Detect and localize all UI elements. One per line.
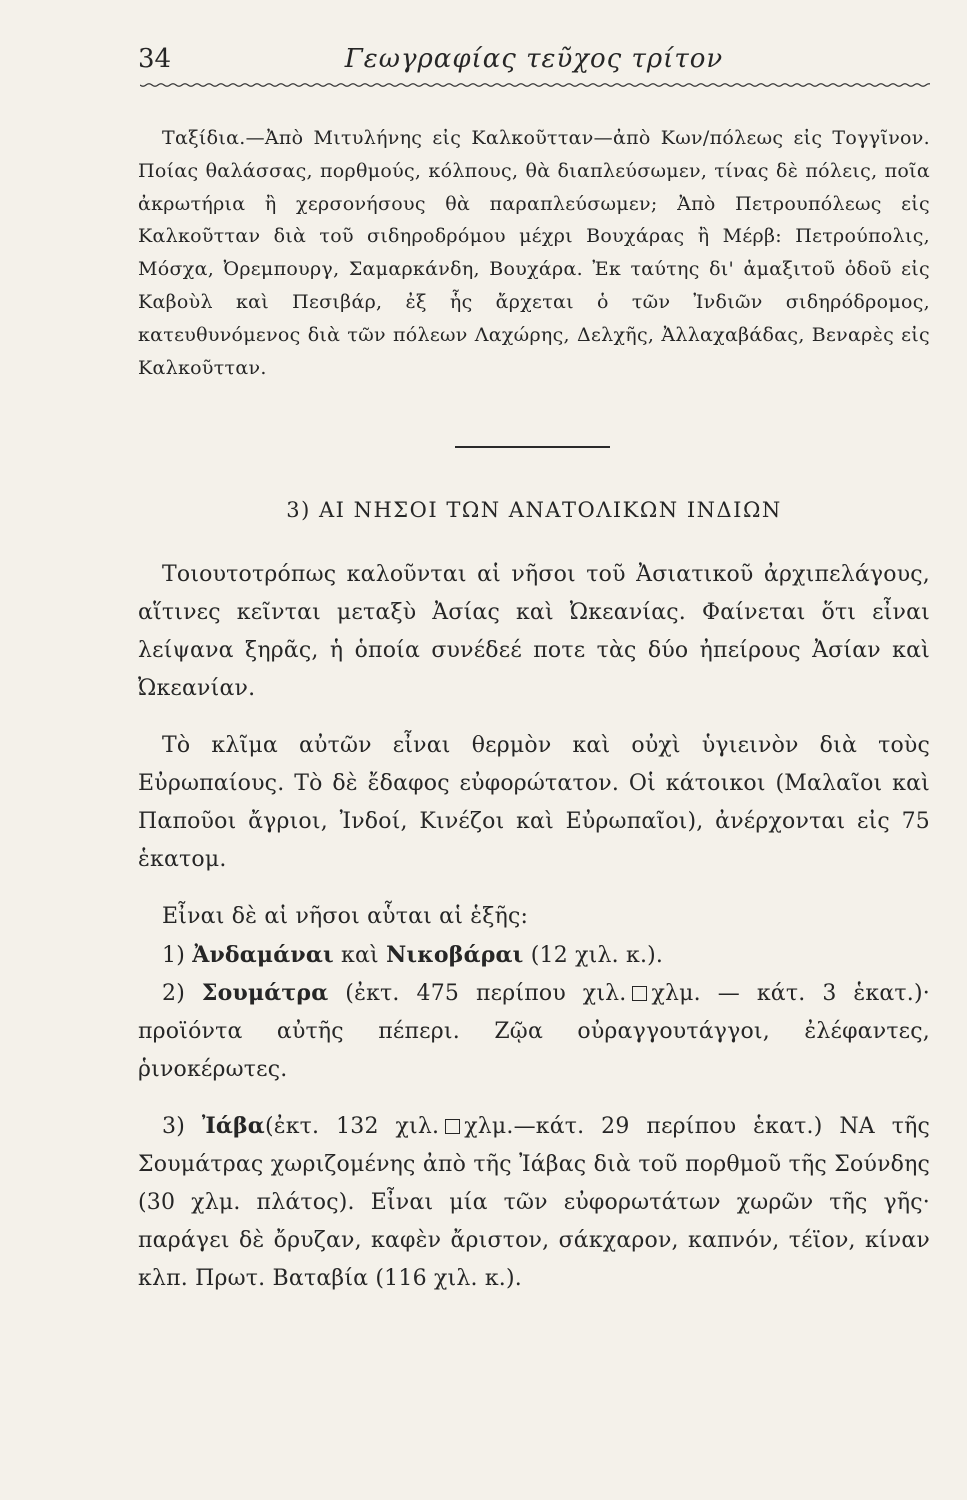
climate-text: Τὸ κλῖμα αὐτῶν εἶναι θερμὸν καὶ οὐχὶ ὑγιεινὸν διὰ τοὺς Εὐρωπαίους. Τὸ δὲ ἔδαφος εὐφορώτατον. Οἱ κάτοικοι (Μαλαῖοι καὶ Παποῦοι ἄγριοι, Ἰνδοί, Κινέζοι καὶ Εὐρωπαῖοι), ἀνέρχονται εἰς 75 ἑκατομ. xyxy=(138,733,930,872)
list-intro xyxy=(138,898,930,936)
square-symbol-icon xyxy=(632,986,647,1001)
item-number: 3) xyxy=(162,1114,185,1139)
travel-paragraph xyxy=(138,122,930,384)
header-wavy-rule xyxy=(140,82,930,88)
island-area: (ἐκτ. 475 περίπου χιλ. xyxy=(345,981,627,1006)
intro-paragraph xyxy=(138,556,930,708)
island-item-java xyxy=(138,1107,930,1298)
page-number: 34 xyxy=(138,44,172,74)
island-name-sumatra: Σουμάτρα xyxy=(201,980,329,1006)
list-intro-text: Εἶναι δὲ αἱ νῆσοι αὗται αἱ ἑξῆς: xyxy=(162,904,529,929)
section-heading: 3) ΑΙ ΝΗΣΟΙ ΤΩΝ ΑΝΑΤΟΛΙΚΩΝ ΙΝΔΙΩΝ xyxy=(286,498,782,522)
conjunction: καὶ xyxy=(341,943,379,968)
island-area: (ἐκτ. 132 χιλ. xyxy=(264,1114,440,1139)
travel-text: Ταξίδια.—Ἀπὸ Μιτυλήνης εἰς Καλκοῦτταν—ἀπὸ Κων/πόλεως εἰς Τογγῖνον. Ποίας θαλάσσας, πορθμούς, κόλπους, θὰ διαπλεύσωμεν, τίνας δὲ πόλεις, ποῖα ἀκρωτήρια ἢ χερσονήσους θὰ παραπλεύσωμεν; Ἀπὸ Πετρουπόλεως εἰς Καλκοῦτταν διὰ τοῦ σιδηροδρόμου μέχρι Βουχάρας ἢ Μέρβ: Πετρούπολις, Μόσχα, Ὀρεμπουργ, Σαμαρκάνδη, Βουχάρα. Ἐκ ταύτης δι' ἁμαξιτοῦ ὁδοῦ εἰς Καβοὺλ καὶ Πεσιβάρ, ἐξ ἧς ἄρχεται ὁ τῶν Ἰνδιῶν σιδηρόδρομος, κατευθυνόμενος διὰ τῶν πόλεων Λαχώρης, Δελχῆς, Ἀλλαχαβάδας, Βεναρὲς εἰς Καλκοῦτταν. xyxy=(138,127,930,379)
island-name-nicobar: Νικοβάραι xyxy=(386,942,524,968)
island-details: (12 χιλ. κ.). xyxy=(530,943,664,968)
intro-text: Τοιουτοτρόπως καλοῦνται αἱ νῆσοι τοῦ Ἀσιατικοῦ ἀρχιπελάγους, αἵτινες κεῖνται μεταξὺ Ἀσίας καὶ Ὠκεανίας. Φαίνεται ὅτι εἶναι λείψανα ξηρᾶς, ἡ ὁποία συνέδεέ ποτε τὰς δύο ἠπείρους Ἀσίαν καὶ Ὠκεανίαν. xyxy=(138,562,930,701)
island-details: χλμ. — κάτ. 3 ἑκατ.)· προϊόντα αὐτῆς πέπερι. Ζῷα οὐραγγουτάγγοι, ἐλέφαντες, ῥινοκέρωτες. xyxy=(138,981,930,1082)
page-header xyxy=(138,44,930,84)
item-number: 1) xyxy=(162,943,185,968)
island-name-java: Ἰάβα xyxy=(201,1113,265,1139)
running-title: Γεωγραφίας τεῦχος τρίτον xyxy=(344,44,724,74)
square-symbol-icon xyxy=(445,1119,460,1134)
island-item-sumatra xyxy=(138,974,930,1089)
climate-paragraph xyxy=(138,727,930,879)
section-separator xyxy=(455,446,610,448)
item-number: 2) xyxy=(162,981,185,1006)
island-name-andaman: Ἀνδαμάναι xyxy=(192,942,334,968)
island-item-andaman xyxy=(138,936,930,975)
island-details: χλμ.—κάτ. 29 περίπου ἑκατ.) ΝΑ τῆς Σουμάτρας χωριζομένης ἀπὸ τῆς Ἰάβας διὰ τοῦ πορθμοῦ τῆς Σούνδης (30 χλμ. πλάτος). Εἶναι μία τῶν εὐφορωτάτων χωρῶν τῆς γῆς· παράγει δὲ ὄρυζαν, καφὲν ἄριστον, σάκχαρον, καπνόν, τέϊον, κίναν κλπ. Πρωτ. Βαταβία (116 χιλ. κ.). xyxy=(138,1114,930,1291)
